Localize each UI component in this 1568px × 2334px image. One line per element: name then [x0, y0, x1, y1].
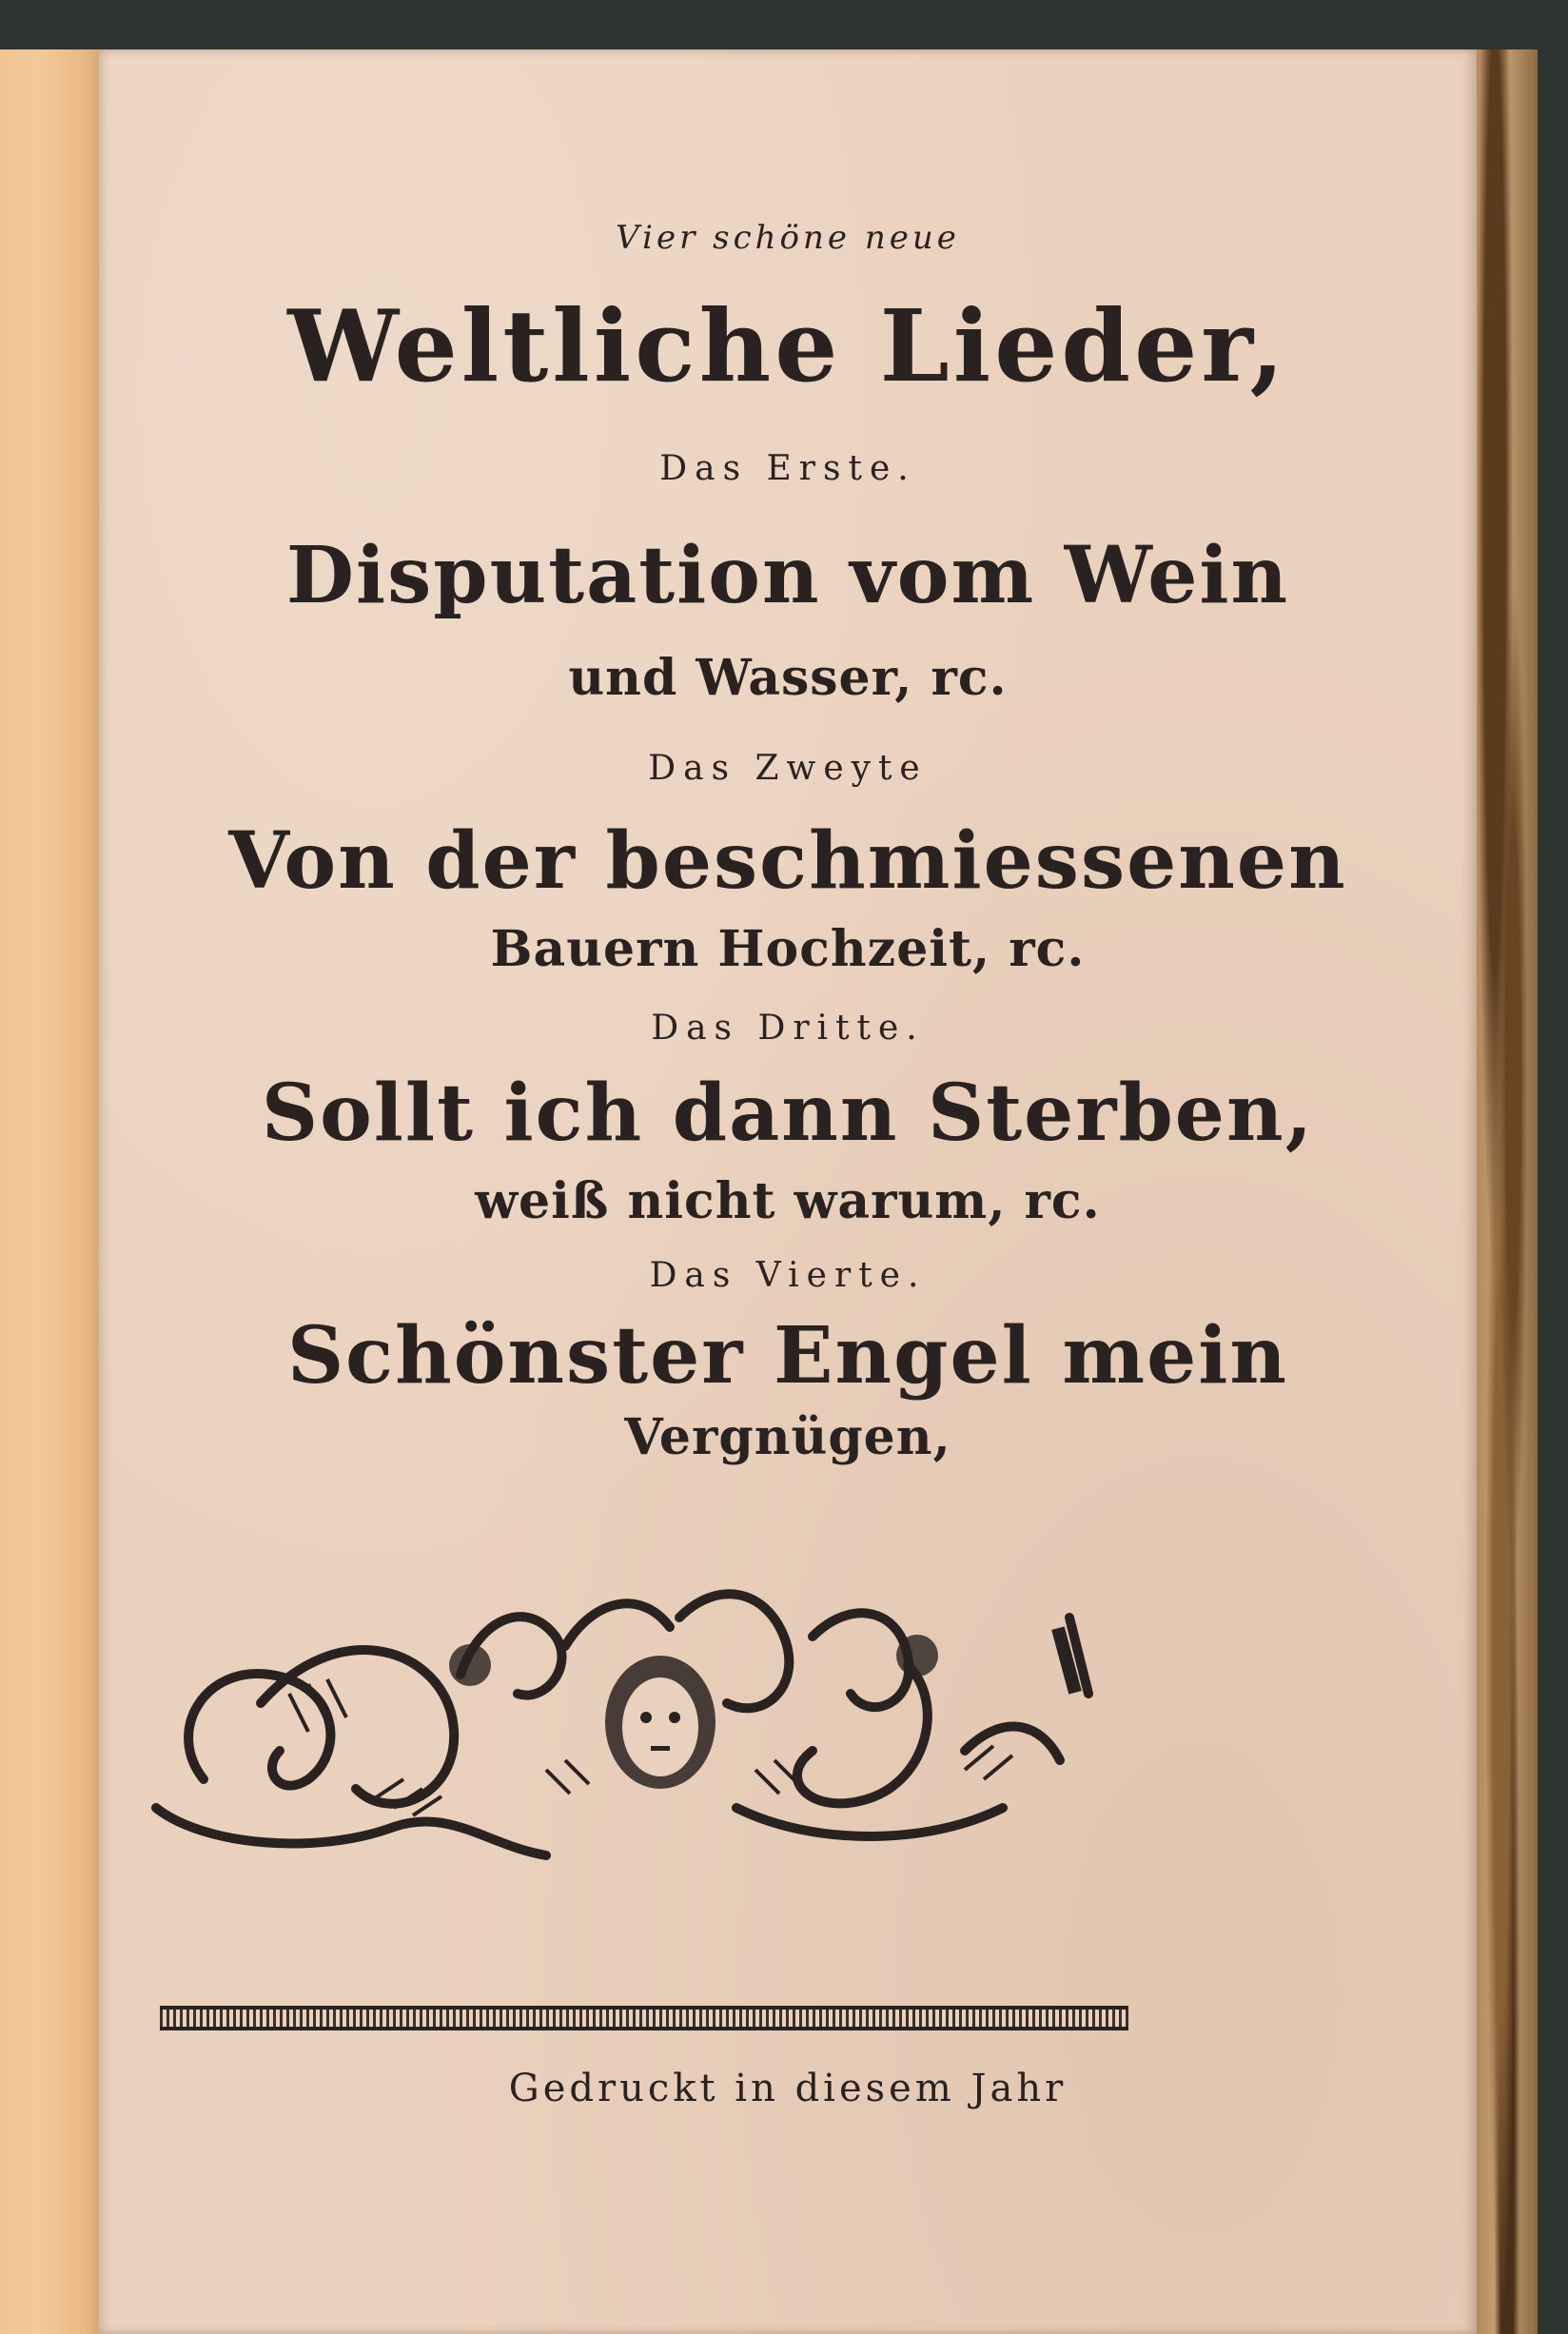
song2-title-line2: Bauern Hochzeit, rc. [490, 920, 1086, 978]
song4-title-line2: Vergnügen, [624, 1408, 951, 1466]
song3-title-line1: Sollt ich dann Sterben, [261, 1068, 1315, 1159]
imprint-line: Gedruckt in diesem Jahr [508, 2067, 1068, 2110]
song3-title-line2: weiß nicht warum, rc. [475, 1172, 1101, 1230]
endpaper-edge [0, 49, 99, 2334]
song1-title-line2: und Wasser, rc. [568, 649, 1008, 707]
song2-ordinal: Das Zweyte [648, 749, 928, 788]
song2-title-line1: Von der beschmiessenen [228, 815, 1347, 907]
song4-title-line1: Schönster Engel mein [286, 1310, 1289, 1402]
main-title: Weltliche Lieder, [287, 287, 1288, 404]
title-page [99, 49, 1477, 2334]
song4-ordinal: Das Vierte. [649, 1256, 927, 1295]
woodcut-ornament [147, 1560, 1136, 1884]
song3-ordinal: Das Dritte. [651, 1009, 925, 1048]
intro-line: Vier schöne neue [616, 219, 960, 257]
song1-title-line1: Disputation vom Wein [285, 530, 1290, 621]
marbled-binding-edge [1477, 49, 1538, 2334]
song1-ordinal: Das Erste. [659, 449, 916, 488]
decorative-rule [160, 2006, 1128, 2030]
